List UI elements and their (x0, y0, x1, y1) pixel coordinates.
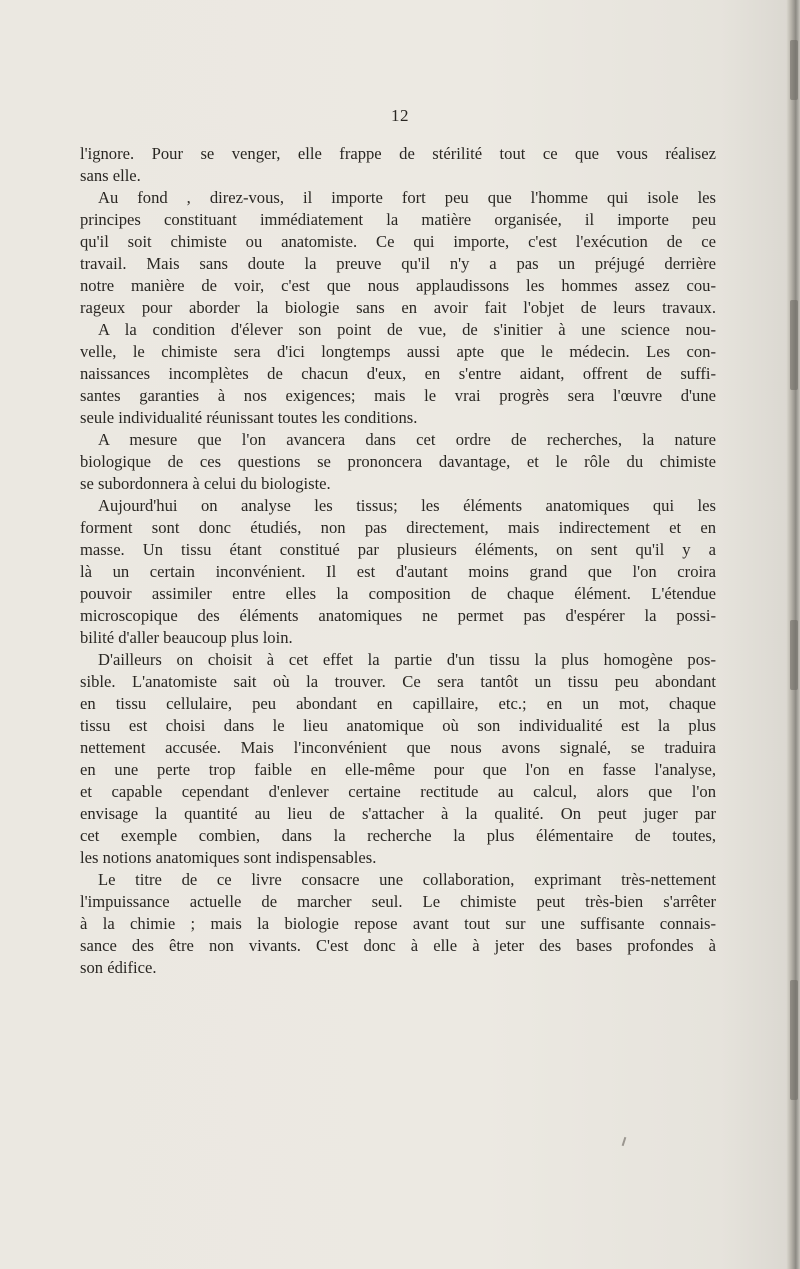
text-line: sance des être non vivants. C'est donc à elle à jeter des bases profondes à (80, 936, 716, 955)
text-line: en tissu cellulaire, peu abondant en capillaire, etc.; en un mot, chaque (80, 694, 716, 713)
text-line: envisage la quantité au lieu de s'attacher à la qualité. On peut juger par (80, 804, 716, 823)
text-line: nettement accusée. Mais l'inconvénient que nous avons signalé, se traduira (80, 738, 716, 757)
text-line: l'impuissance actuelle de marcher seul. Le chimiste peut très-bien s'arrêter (80, 892, 716, 911)
text-line: D'ailleurs on choisit à cet effet la partie d'un tissu la plus homogène pos- (98, 650, 716, 669)
text-line: forment sont donc étudiés, non pas directement, mais indirectement et en (80, 518, 716, 537)
edge-stain (790, 980, 798, 1100)
text-line: les notions anatomiques sont indispensables. (80, 848, 377, 867)
text-line: pouvoir assimiler entre elles la composition de chaque élément. L'étendue (80, 584, 716, 603)
text-line: qu'il soit chimiste ou anatomiste. Ce qui importe, c'est l'exécution de ce (80, 232, 716, 251)
text-line: et capable cependant d'enlever certaine rectitude au calcul, alors que l'on (80, 782, 716, 801)
text-line: notre manière de voir, c'est que nous applaudissons les hommes assez cou- (80, 276, 716, 295)
text-line: se subordonnera à celui du biologiste. (80, 474, 331, 493)
text-line: velle, le chimiste sera d'ici longtemps aussi apte que le médecin. Les con- (80, 342, 716, 361)
text-line: naissances incomplètes de chacun d'eux, en s'entre aidant, offrent de suffi- (80, 364, 716, 383)
text-line: là un certain inconvénient. Il est d'autant moins grand que l'on croira (80, 562, 716, 581)
ink-speck (622, 1137, 627, 1146)
text-line: biologique de ces questions se prononcera davantage, et le rôle du chimiste (80, 452, 716, 471)
text-line: l'ignore. Pour se venger, elle frappe de stérilité tout ce que vous réalisez (80, 144, 716, 163)
text-line: sible. L'anatomiste sait où la trouver. Ce sera tantôt un tissu peu abondant (80, 672, 716, 691)
text-line: tissu est choisi dans le lieu anatomique où son individualité est la plus (80, 716, 716, 735)
text-line: santes garanties à nos exigences; mais le vrai progrès sera l'œuvre d'une (80, 386, 716, 405)
text-line: Le titre de ce livre consacre une collaboration, exprimant très-nettement (98, 870, 716, 889)
text-line: en une perte trop faible en elle-même pour que l'on en fasse l'analyse, (80, 760, 716, 779)
text-line: seule individualité réunissant toutes les conditions. (80, 408, 418, 427)
text-line: principes constituant immédiatement la matière organisée, il importe peu (80, 210, 716, 229)
text-line: microscopique des éléments anatomiques ne permet pas d'espérer la possi- (80, 606, 716, 625)
page-edge-shadow (786, 0, 800, 1269)
edge-stain (790, 300, 798, 390)
text-line: Aujourd'hui on analyse les tissus; les éléments anatomiques qui les (98, 496, 716, 515)
text-line: rageux pour aborder la biologie sans en avoir fait l'objet de leurs travaux. (80, 298, 716, 317)
text-line: travail. Mais sans doute la preuve qu'il n'y a pas un préjugé derrière (80, 254, 716, 273)
page-number: 12 (391, 106, 409, 125)
text-line: à la chimie ; mais la biologie repose avant tout sur une suffisante connais- (80, 914, 716, 933)
text-line: cet exemple combien, dans la recherche la plus élémentaire de toutes, (80, 826, 716, 845)
text-line: sans elle. (80, 166, 141, 185)
text-line: masse. Un tissu étant constitué par plusieurs éléments, on sent qu'il y a (80, 540, 716, 559)
text-line: A mesure que l'on avancera dans cet ordre de recherches, la nature (98, 430, 716, 449)
edge-stain (790, 40, 798, 100)
edge-stain (790, 620, 798, 690)
text-line: son édifice. (80, 958, 157, 977)
text-line: Au fond , direz-vous, il importe fort peu que l'homme qui isole les (98, 188, 716, 207)
text-line: bilité d'aller beaucoup plus loin. (80, 628, 293, 647)
text-line: A la condition d'élever son point de vue, de s'initier à une science nou- (98, 320, 716, 339)
